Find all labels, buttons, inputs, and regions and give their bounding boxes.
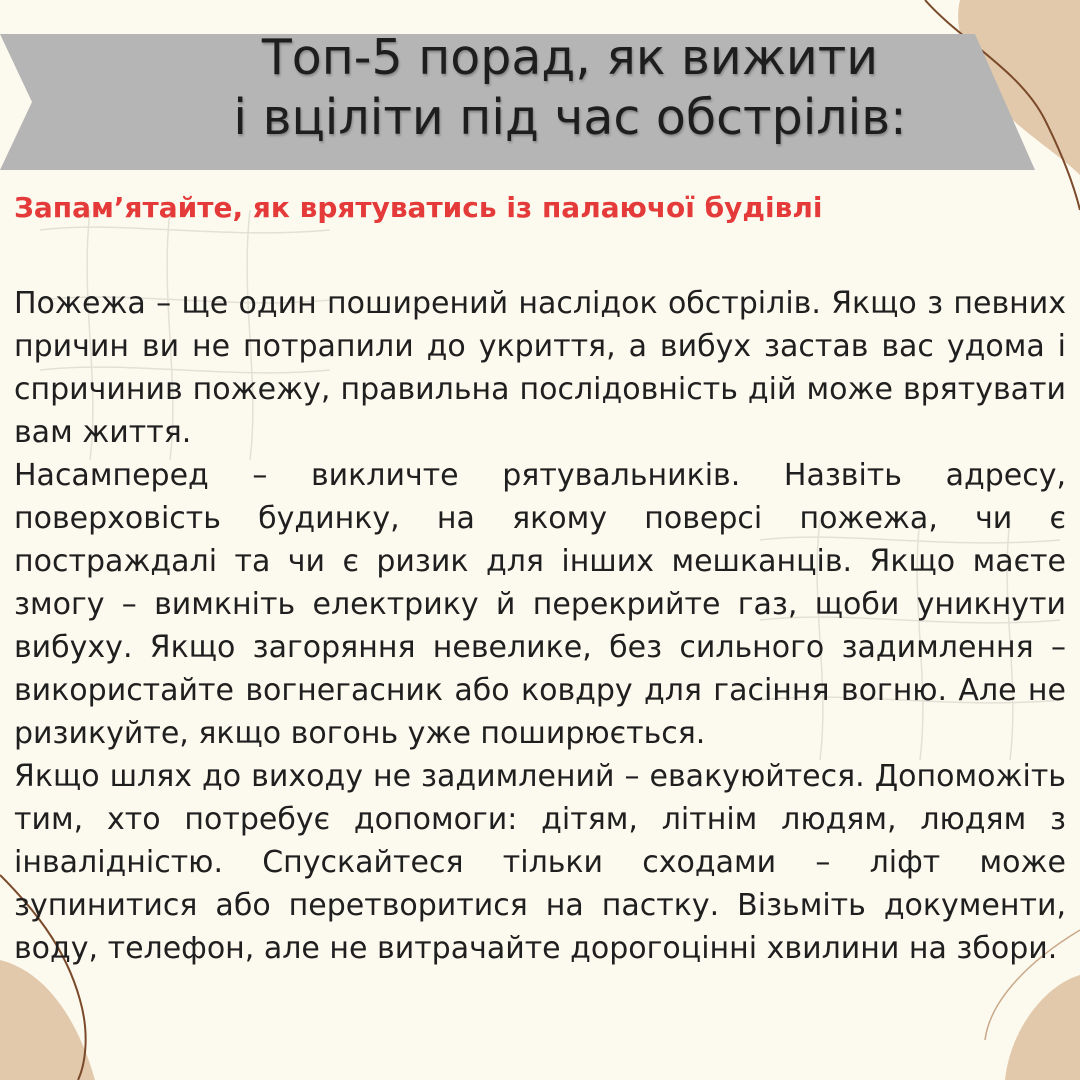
paragraph-2: Насамперед – викличте рятувальників. Назвіть адресу, поверховість будинку, на якому поверсі пожежа, чи є постраждалі та чи є ризик для інших мешканців. Якщо маєте змогу – вимкніть електрику й перекрийте газ, щоби уникнути вибуху. Якщо загоряння невелике, без сильного задимлення – використайте вогнегасник або ковдру для гасіння вогню. Але не ризикуйте, якщо вогонь уже поширюється.: [14, 458, 1066, 751]
paragraph-3: Якщо шлях до виходу не задимлений – евакуюйтеся. Допоможіть тим, хто потребує допомоги: дітям, літнім людям, людям з інвалідністю. Спускайтеся тільки сходами – ліфт може зупинитися або перетворитися на пастку. Візьміть документи, воду, телефон, але не витрачайте дорогоцінні хвилини на збори.: [14, 759, 1066, 966]
paragraph-1: Пожежа – ще один поширений наслідок обстрілів. Якщо з певних причин ви не потрапили до укриття, а вибух застав вас удома і спричинив пожежу, правильна послідовність дій може врятувати вам життя.: [14, 286, 1066, 450]
bottom-left-blob: [0, 960, 95, 1080]
title-line-1: Топ-5 порад, як вижити: [261, 29, 879, 86]
section-subtitle: Запам’ятайте, як врятуватись із палаючої будівлі: [14, 191, 823, 224]
bottom-right-blob: [1005, 975, 1080, 1080]
article-body: [14, 282, 1066, 970]
title-line-2: і вціліти під час обстрілів:: [233, 89, 907, 146]
page-title: [150, 28, 990, 148]
